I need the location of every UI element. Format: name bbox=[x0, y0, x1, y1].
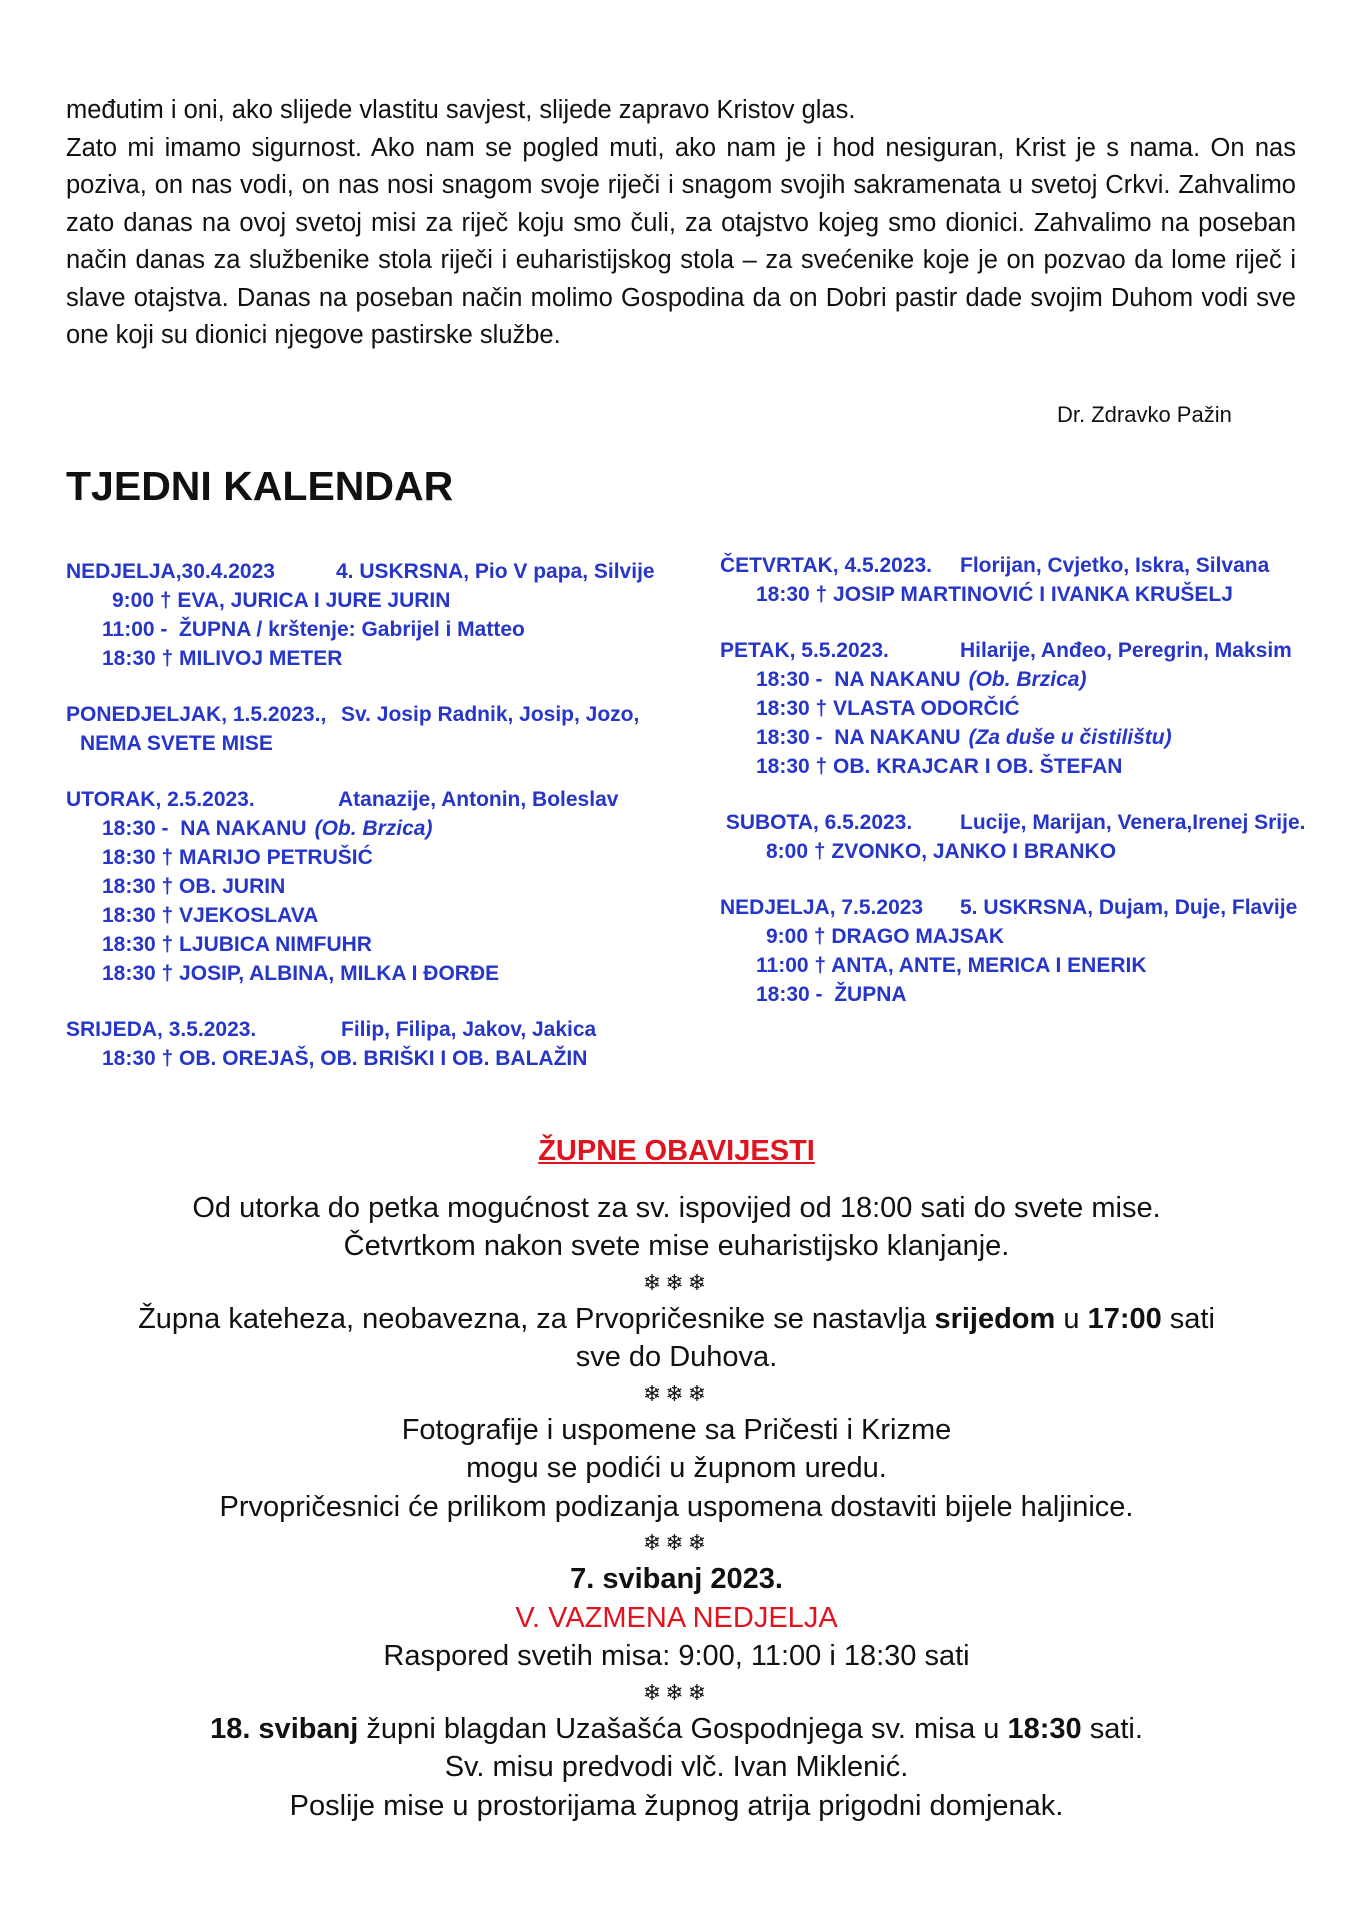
mass-intention: 9:00 † DRAGO MAJSAK bbox=[766, 925, 1005, 948]
mass-intention: NEMA SVETE MISE bbox=[80, 732, 273, 755]
feast-notice bbox=[40, 1710, 1313, 1749]
mass-intention: 18:30 † MILIVOJ METER bbox=[102, 647, 343, 670]
calendar-day bbox=[720, 893, 1340, 1009]
catechesis-notice-end: sve do Duhova. bbox=[575, 1341, 778, 1373]
adoration-notice: Četvrtkom nakon svete mise euharistijsko klanjanje. bbox=[343, 1230, 1010, 1262]
snowflake-separator-icon: ❄❄❄ bbox=[642, 1269, 711, 1295]
calendar-day-date: PONEDJELJAK, 1.5.2023., bbox=[66, 703, 327, 726]
calendar-mass-entry bbox=[66, 843, 706, 872]
mass-intention: 18:30 † OB. JURIN bbox=[102, 875, 286, 898]
mass-intention: 18:30 - NA NAKANU bbox=[756, 668, 961, 691]
calendar-mass-entry bbox=[66, 729, 706, 758]
calendar-day bbox=[66, 557, 706, 673]
calendar-day-saints: Filip, Filipa, Jakov, Jakica bbox=[341, 1018, 597, 1041]
mass-intention: 18:30 - NA NAKANU bbox=[756, 726, 961, 749]
calendar-day-date: PETAK, 5.5.2023. bbox=[720, 639, 889, 662]
mass-intention: 18:30 † JOSIP, ALBINA, MILKA I ĐORĐE bbox=[102, 962, 500, 985]
mass-note: (Za duše u čistilištu) bbox=[968, 726, 1172, 749]
calendar-day-header bbox=[66, 785, 706, 814]
parish-notices bbox=[40, 1132, 1313, 1825]
mass-intention: 11:00 - ŽUPNA / krštenje: Gabrijel i Matteo bbox=[102, 618, 525, 641]
sunday-date-text: 7. svibanj 2023. bbox=[570, 1563, 783, 1595]
calendar-mass-entry bbox=[720, 580, 1340, 609]
sunday-date bbox=[40, 1560, 1313, 1599]
homily-paragraph: Zato mi imamo sigurnost. Ako nam se pogled muti, ako nam je i hod nesiguran, Krist je s nama. On nas poziva, on nas vodi, on nas nosi snagom svoje riječi i snagom svojih sakramenata u svetoj Crkvi. Zahvalimo zato danas na ovoj svetoj misi za riječ koju smo čuli, za otajstvo kojeg smo dionici. Zahvalimo na poseban način danas za službenike stola riječi i euharistijskog stola – za svećenike koje je on pozvao da lome riječ i slave otajstva. Danas na poseban način molimo Gospodina da on Dobri pastir dade svojim Duhom vodi sve one koji su dionici njegove pastirske službe. bbox=[66, 133, 1296, 349]
feast-text: sati. bbox=[1081, 1712, 1143, 1745]
calendar-mass-entry bbox=[720, 951, 1340, 980]
feast-time: 18:30 bbox=[1007, 1712, 1082, 1745]
mass-intention: 18:30 † MARIJO PETRUŠIĆ bbox=[102, 846, 373, 869]
calendar-day bbox=[66, 700, 706, 758]
calendar-day-date: SUBOTA, 6.5.2023. bbox=[720, 811, 913, 834]
calendar-mass-entry bbox=[66, 644, 706, 673]
calendar-title: TJEDNI KALENDAR bbox=[66, 463, 454, 509]
calendar-day-header bbox=[720, 893, 1340, 922]
calendar-day-date: ČETVRTAK, 4.5.2023. bbox=[720, 554, 933, 577]
catechesis-time: 17:00 bbox=[1087, 1302, 1162, 1335]
calendar-day-date: SRIJEDA, 3.5.2023. bbox=[66, 1018, 257, 1041]
calendar-day-saints: Florijan, Cvjetko, Iskra, Silvana bbox=[960, 554, 1270, 577]
feast-reception: Poslije mise u prostorijama župnog atrija prigodni domjenak. bbox=[289, 1789, 1064, 1822]
calendar-day-saints: Sv. Josip Radnik, Josip, Jozo, bbox=[341, 703, 640, 726]
feast-celebrant: Sv. misu predvodi vlč. Ivan Miklenić. bbox=[444, 1751, 909, 1783]
feast-date: 18. svibanj bbox=[210, 1712, 359, 1745]
calendar-day-header bbox=[66, 700, 706, 729]
calendar-day bbox=[720, 551, 1340, 609]
mass-intention: 8:00 † ZVONKO, JANKO I BRANKO bbox=[766, 840, 1117, 863]
calendar-day bbox=[720, 636, 1340, 781]
calendar-mass-entry bbox=[66, 586, 706, 615]
confession-notice: Od utorka do petka mogućnost za sv. ispovijed od 18:00 sati do svete mise. bbox=[192, 1191, 1161, 1224]
calendar-mass-entry bbox=[66, 901, 706, 930]
homily-text bbox=[66, 92, 1296, 355]
calendar-day-saints: Atanazije, Antonin, Boleslav bbox=[338, 788, 619, 811]
calendar-day-header bbox=[66, 557, 706, 586]
calendar-day-date: NEDJELJA, 7.5.2023 bbox=[720, 896, 924, 919]
mass-intention: 9:00 † EVA, JURICA I JURE JURIN bbox=[112, 589, 451, 612]
mass-intention: 18:30 - ŽUPNA bbox=[756, 983, 907, 1006]
mass-intention: 18:30 † JOSIP MARTINOVIĆ I IVANKA KRUŠELJ bbox=[756, 583, 1233, 606]
calendar-left-column bbox=[66, 557, 706, 1100]
homily-paragraph: međutim i oni, ako slijede vlastitu savjest, slijede zapravo Kristov glas. bbox=[66, 96, 856, 124]
calendar-mass-entry bbox=[720, 723, 1340, 752]
calendar-mass-entry bbox=[66, 814, 706, 843]
photos-notice: Prvopričesnici će prilikom podizanja uspomena dostaviti bijele haljinice. bbox=[219, 1490, 1134, 1523]
calendar-mass-entry bbox=[720, 980, 1340, 1009]
catechesis-notice bbox=[40, 1300, 1313, 1339]
mass-intention: 11:00 † ANTA, ANTE, MERICA I ENERIK bbox=[756, 954, 1147, 977]
calendar-day bbox=[66, 785, 706, 988]
mass-note: (Ob. Brzica) bbox=[968, 668, 1087, 691]
mass-schedule: Raspored svetih misa: 9:00, 11:00 i 18:30 sati bbox=[383, 1640, 970, 1672]
calendar-mass-entry bbox=[720, 665, 1340, 694]
calendar-day-date: NEDJELJA,30.4.2023 bbox=[66, 560, 275, 583]
calendar-mass-entry bbox=[720, 922, 1340, 951]
feast-text: župni blagdan Uzašašća Gospodnjega sv. misa u bbox=[358, 1712, 1008, 1745]
calendar-day-saints: 5. USKRSNA, Dujam, Duje, Flavije bbox=[960, 896, 1298, 919]
mass-intention: 18:30 † VLASTA ODORČIĆ bbox=[756, 697, 1020, 720]
calendar-mass-entry bbox=[66, 959, 706, 988]
calendar-mass-entry bbox=[720, 837, 1340, 866]
calendar-mass-entry bbox=[720, 752, 1340, 781]
calendar-day bbox=[66, 1015, 706, 1073]
photos-notice: mogu se podići u župnom uredu. bbox=[466, 1452, 887, 1484]
author-signature: Dr. Zdravko Pažin bbox=[1057, 402, 1232, 427]
calendar-day-saints: 4. USKRSNA, Pio V papa, Silvije bbox=[336, 560, 655, 583]
calendar-day-header bbox=[720, 808, 1340, 837]
calendar-right-column bbox=[720, 551, 1340, 1036]
calendar-day-header bbox=[720, 551, 1340, 580]
mass-intention: 18:30 † VJEKOSLAVA bbox=[102, 904, 319, 927]
snowflake-separator-icon: ❄❄❄ bbox=[642, 1679, 711, 1705]
calendar-mass-entry bbox=[720, 694, 1340, 723]
mass-intention: 18:30 † OB. OREJAŠ, OB. BRIŠKI I OB. BALAŽIN bbox=[102, 1047, 588, 1070]
snowflake-separator-icon: ❄❄❄ bbox=[642, 1380, 711, 1406]
calendar-day-saints: Lucije, Marijan, Venera,Irenej Srije. bbox=[960, 811, 1306, 834]
catechesis-text: sati bbox=[1161, 1302, 1215, 1335]
mass-intention: 18:30 † OB. KRAJCAR I OB. ŠTEFAN bbox=[756, 755, 1123, 778]
mass-note: (Ob. Brzica) bbox=[314, 817, 433, 840]
calendar-day-header bbox=[66, 1015, 706, 1044]
calendar-mass-entry bbox=[66, 872, 706, 901]
calendar-mass-entry bbox=[66, 1044, 706, 1073]
photos-notice: Fotografije i uspomene sa Pričesti i Krizme bbox=[401, 1413, 952, 1446]
sunday-title: V. VAZMENA NEDJELJA bbox=[515, 1601, 838, 1634]
calendar-day bbox=[720, 808, 1340, 866]
catechesis-text: Župna kateheza, neobavezna, za Prvopričesnike se nastavlja bbox=[138, 1302, 935, 1335]
calendar-mass-entry bbox=[66, 615, 706, 644]
catechesis-day: srijedom bbox=[934, 1302, 1056, 1335]
notices-title: ŽUPNE OBAVIJESTI bbox=[538, 1135, 815, 1167]
catechesis-text: u bbox=[1055, 1302, 1088, 1335]
calendar-day-date: UTORAK, 2.5.2023. bbox=[66, 788, 255, 811]
snowflake-separator-icon: ❄❄❄ bbox=[642, 1530, 711, 1555]
calendar-day-saints: Hilarije, Anđeo, Peregrin, Maksim bbox=[960, 639, 1292, 662]
calendar-mass-entry bbox=[66, 930, 706, 959]
mass-intention: 18:30 - NA NAKANU bbox=[102, 817, 307, 840]
calendar-day-header bbox=[720, 636, 1340, 665]
mass-intention: 18:30 † LJUBICA NIMFUHR bbox=[102, 933, 372, 956]
